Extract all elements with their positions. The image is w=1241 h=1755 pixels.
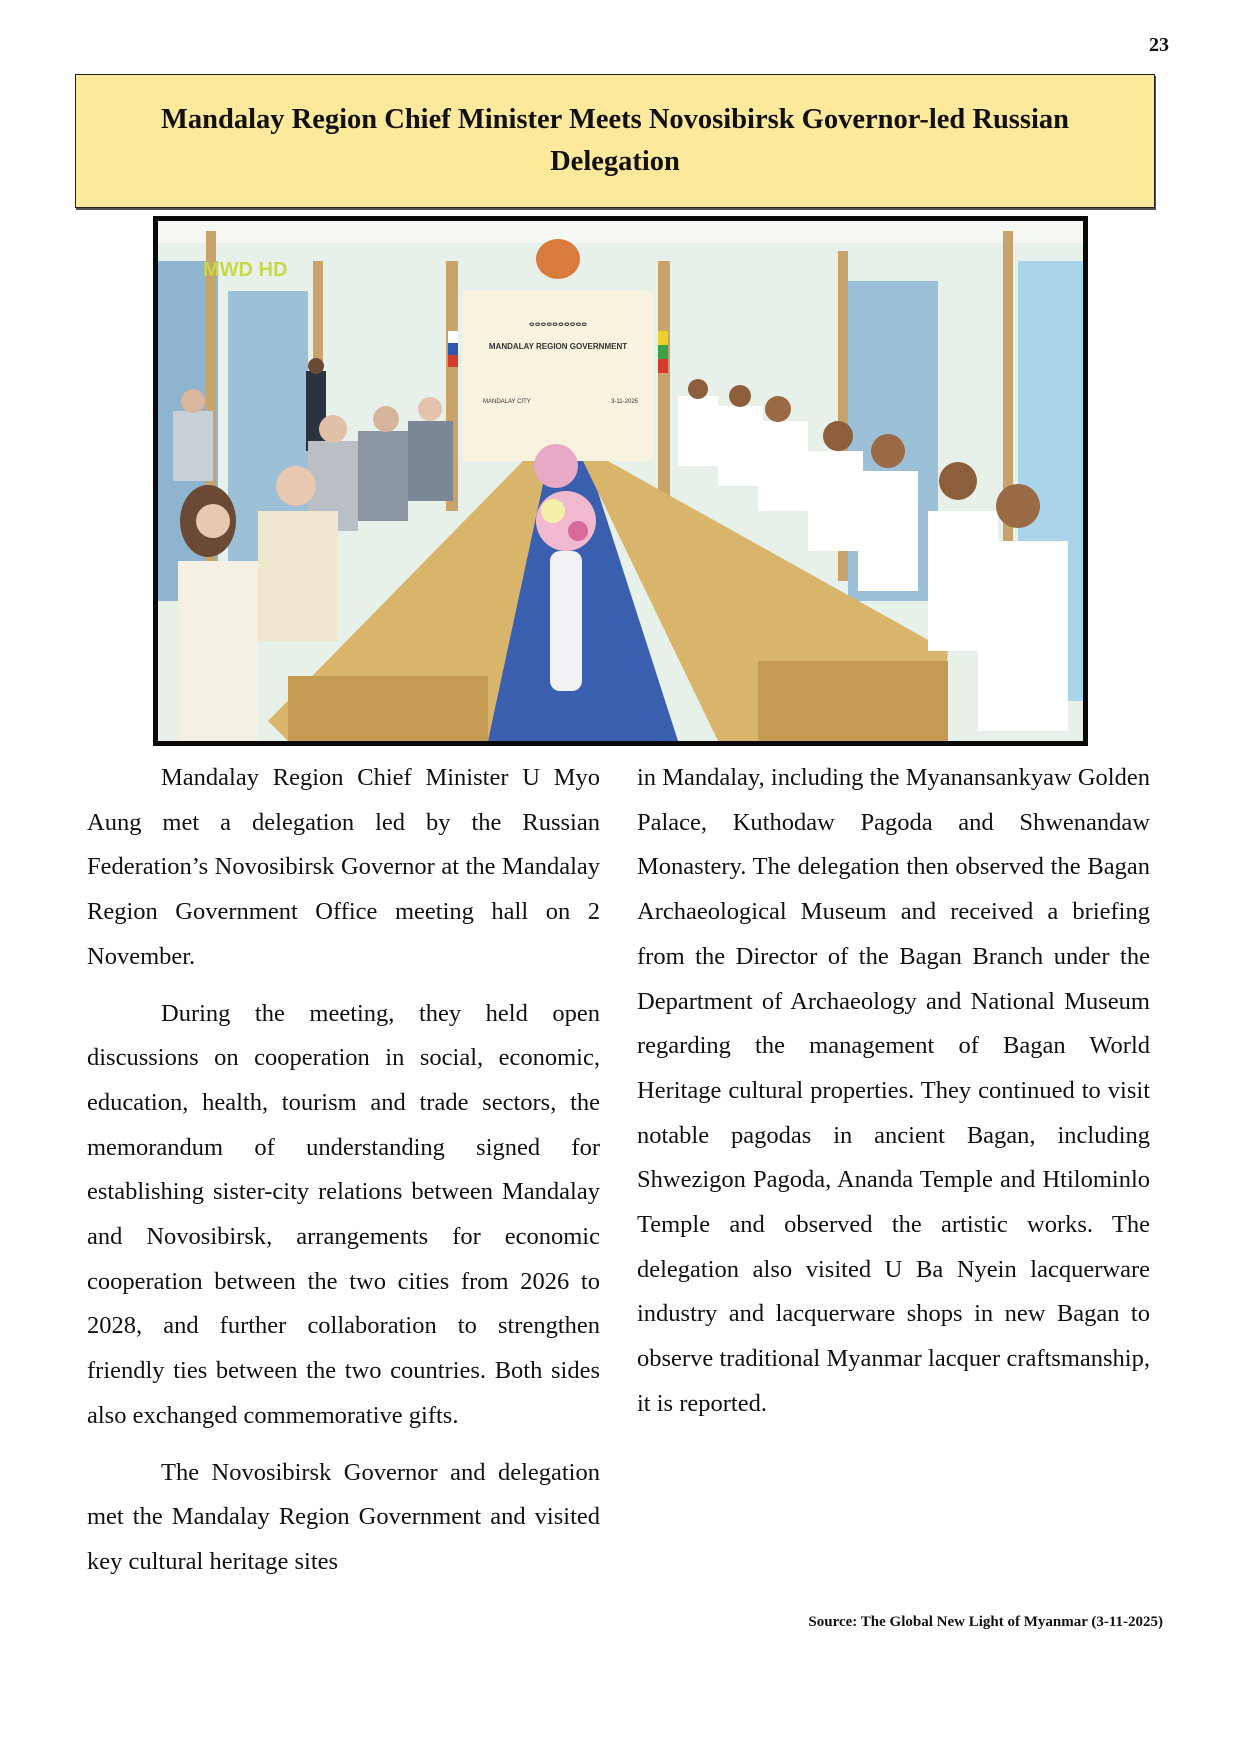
flower-arrangement [534,444,578,488]
news-photo [153,216,1088,746]
paragraph-3-continued: in Mandalay, including the Myanansankyaw Golden Palace, Kuthodaw Pagoda and Shwenandaw Monastery. The delegation then observed the Bagan Archaeological Museum and received a briefing from the Director of the Bagan Branch under the Department of Archaeology and National Museum regarding the management of Bagan World Heritage cultural properties. They continued to visit notable pagodas in ancient Bagan, including Shwezigon Pagoda, Ananda Temple and Htilominlo Temple and observed the artistic works. The delegation also visited U Ba Nyein lacquerware industry and lacquerware shops in new Bagan to observe traditional Myanmar lacquer craftsmanship, it is reported. [637,764,1150,1417]
myanmar-flag [658,331,668,345]
headline-box [75,74,1155,208]
page-number: 23 [1149,34,1169,56]
backdrop-city: MANDALAY CITY [483,399,531,405]
state-emblem [536,239,580,279]
paragraph-3: The Novosibirsk Governor and delegation met the Mandalay Region Government and visited key cultural heritage sites [87,1458,600,1575]
paragraph-2: During the meeting, they held open discussions on cooperation in social, economic, education, health, tourism and trade sectors, the memorandum of understanding signed for establishing sister-city relations between Mandalay and Novosibirsk, arrangements for economic cooperation between the two cities from 2026 to 2028, and further collaboration to strengthen friendly ties between the two countries. Both sides also exchanged commemorative gifts. [87,999,600,1429]
article-left-column [87,756,600,1597]
backdrop-date: 3-11-2025 [611,399,638,405]
paragraph-1: Mandalay Region Chief Minister U Myo Aung met a delegation led by the Russian Federation’s Novosibirsk Governor at the Mandalay Region Government Office meeting hall on 2 November. [87,764,600,970]
broadcaster-watermark: MWD HD [203,259,288,281]
headline: Mandalay Region Chief Minister Meets Novosibirsk Governor-led Russian Delegation [160,104,1070,177]
camera-operator [306,371,326,451]
meeting-hall-illustration [158,221,1083,741]
russian-flag [448,331,458,343]
backdrop-title: MANDALAY REGION GOVERNMENT [488,342,628,351]
svg-text:ⴰⴰⴰⴰⴰⴰⴰⴰⴰⴰ: ⴰⴰⴰⴰⴰⴰⴰⴰⴰⴰ [528,318,588,328]
source-credit: Source: The Global New Light of Myanmar (3-11-2025) [808,1614,1163,1630]
backdrop-banner [463,291,653,461]
article-right-column [637,756,1150,1439]
